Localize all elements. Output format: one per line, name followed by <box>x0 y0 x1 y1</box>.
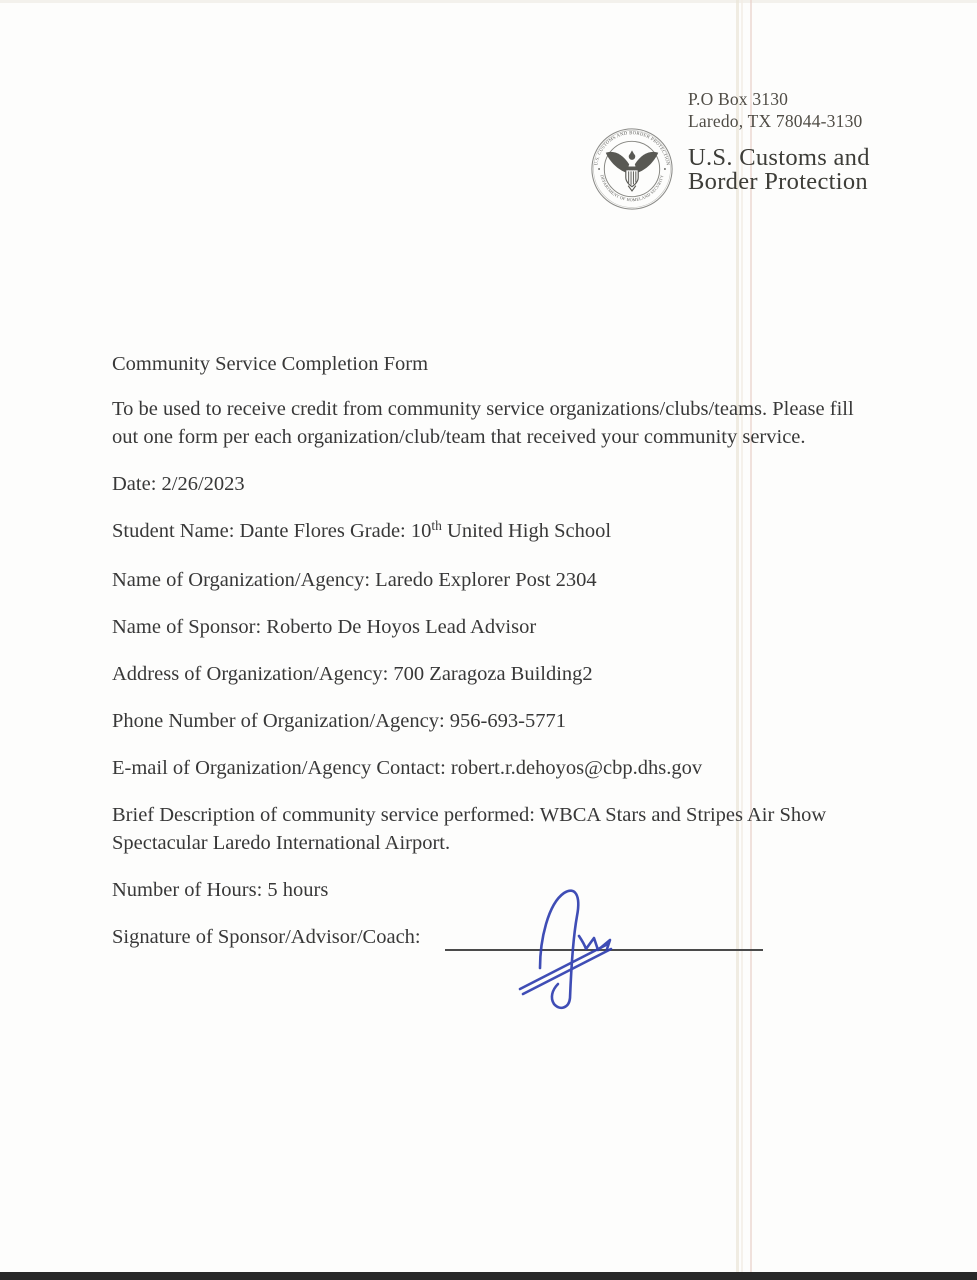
signature-label: Signature of Sponsor/Advisor/Coach: <box>112 926 421 948</box>
cbp-seal-graphic <box>590 127 674 211</box>
scan-bottom-edge-artifact <box>0 1272 977 1280</box>
field-sponsor-name: Name of Sponsor: Roberto De Hoyos Lead Advisor <box>112 616 537 638</box>
field-organization-phone: Phone Number of Organization/Agency: 956-693-5771 <box>112 710 566 732</box>
field-date: Date: 2/26/2023 <box>112 473 245 495</box>
signature-row <box>112 923 857 951</box>
agency-wordmark <box>688 146 870 193</box>
field-service-description: Brief Description of community service performed: WBCA Stars and Stripes Air Show Spectacular Laredo International Airport. <box>112 804 827 854</box>
field-student-name <box>112 517 857 547</box>
field-organization-address: Address of Organization/Agency: 700 Zaragoza Building2 <box>112 663 593 685</box>
return-address-block <box>688 88 862 132</box>
field-organization-name: Name of Organization/Agency: Laredo Explorer Post 2304 <box>112 569 597 591</box>
form-intro-paragraph: To be used to receive credit from community service organizations/clubs/teams. Please fill out one form per each organization/club/team that received your community service. <box>112 398 854 448</box>
address-line-po-box: P.O Box 3130 <box>688 89 789 109</box>
grade-ordinal-superscript: th <box>431 518 442 533</box>
agency-name-line1: U.S. Customs and <box>688 144 870 171</box>
field-hours: Number of Hours: 5 hours <box>112 879 329 901</box>
form-title: Community Service Completion Form <box>112 353 429 375</box>
student-name-text: Student Name: Dante Flores Grade: 10 <box>112 520 432 542</box>
cbp-seal-icon <box>590 127 674 211</box>
scan-top-edge-artifact <box>0 0 977 3</box>
seal-ring-text-top: U.S. CUSTOMS AND BORDER PROTECTION <box>594 131 670 166</box>
seal-ring-text-bottom: DEPARTMENT OF HOMELAND SECURITY <box>599 174 665 203</box>
form-body <box>112 350 857 970</box>
address-line-city: Laredo, TX 78044-3130 <box>688 111 863 131</box>
field-organization-email: E-mail of Organization/Agency Contact: robert.r.dehoyos@cbp.dhs.gov <box>112 757 703 779</box>
handwritten-signature-ink <box>500 878 650 1018</box>
agency-name-line2: Border Protection <box>688 167 868 195</box>
seal-eagle-icon <box>606 150 659 191</box>
student-school-text: United High School <box>441 520 612 542</box>
